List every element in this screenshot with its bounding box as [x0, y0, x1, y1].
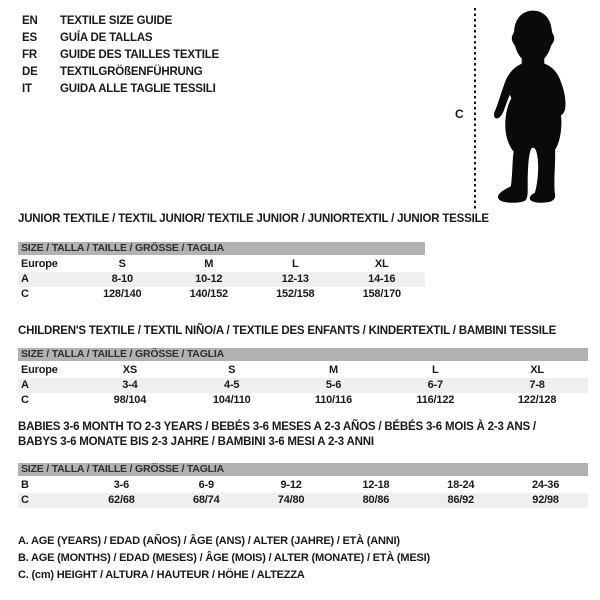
row-label: B [21, 479, 29, 491]
row-label: C [21, 394, 29, 406]
children-table-title: CHILDREN'S TEXTILE / TEXTIL NIÑO/A / TEXTILE DES ENFANTS / KINDERTEXTIL / BAMBINI TESSILE [18, 325, 557, 337]
babies-row-height [18, 493, 588, 508]
babies-size-table [18, 463, 588, 508]
table-cell: 116/122 [416, 394, 455, 406]
column-header: XL [374, 258, 389, 270]
table-cell: 80/86 [362, 494, 390, 506]
table-cell: 86/92 [447, 494, 474, 506]
height-measure-dotted-line [474, 8, 476, 210]
table-cell: 12-18 [362, 479, 390, 491]
legend [18, 533, 430, 584]
language-list [22, 12, 219, 97]
language-title: GUÍA DE TALLAS [60, 31, 153, 44]
size-header-bar: SIZE / TALLA / TAILLE / GRÖSSE / TAGLIA [18, 242, 425, 255]
table-cell: 7-8 [529, 379, 545, 391]
table-cell: 152/158 [276, 288, 315, 300]
table-cell: 24-36 [531, 479, 560, 491]
column-header: XL [530, 364, 544, 376]
legend-line-b: B. AGE (MONTHS) / EDAD (MESES) / ÂGE (MOIS) / ALTER (MONATE) / ETÀ (MESI) [18, 552, 430, 564]
column-header: M [204, 258, 214, 270]
babies-row-age-months [18, 478, 588, 493]
babies-table-title [18, 420, 536, 450]
language-row [22, 29, 219, 46]
table-cell: 6-9 [198, 479, 214, 491]
column-header: XS [122, 364, 138, 376]
column-header: S [228, 364, 236, 376]
junior-row-height [18, 287, 425, 302]
children-row-age [18, 378, 588, 393]
column-header: L [291, 258, 299, 270]
children-column-header-row [18, 363, 588, 378]
language-code: ES [22, 31, 37, 44]
table-cell: 158/170 [362, 288, 401, 300]
language-title: GUIDA ALLE TAGLIE TESSILI [60, 82, 216, 95]
table-cell: 14-16 [368, 273, 396, 285]
region-label: Europe [21, 258, 58, 270]
column-header: S [118, 258, 126, 270]
children-row-height [18, 393, 588, 408]
column-header: L [432, 364, 439, 376]
baby-silhouette-icon [486, 6, 580, 212]
size-header-bar: SIZE / TALLA / TAILLE / GRÖSSE / TAGLIA [18, 463, 588, 476]
table-cell: 10-12 [195, 273, 223, 285]
table-cell: 18-24 [447, 479, 475, 491]
table-cell: 110/116 [314, 394, 353, 406]
column-header: M [329, 364, 338, 376]
table-cell: 4-5 [224, 379, 240, 391]
table-cell: 5-6 [325, 379, 342, 391]
language-row [22, 12, 219, 29]
babies-title-line2: BABYS 3-6 MONATE BIS 2-3 JAHRE / BAMBINI 3-6 MESI A 2-3 ANNI [18, 436, 374, 448]
row-label: C [21, 288, 29, 300]
junior-column-header-row [18, 257, 425, 272]
table-cell: 68/74 [192, 494, 220, 506]
language-code: DE [22, 65, 38, 78]
language-title: GUIDE DES TAILLES TEXTILE [60, 48, 219, 61]
table-cell: 122/128 [517, 394, 557, 406]
legend-line-c: C. (cm) HEIGHT / ALTURA / HAUTEUR / HÖHE / ALTEZZA [18, 569, 305, 581]
junior-table-title: JUNIOR TEXTILE / TEXTIL JUNIOR/ TEXTILE JUNIOR / JUNIORTEXTIL / JUNIOR TESSILE [18, 213, 489, 225]
table-cell: 74/80 [277, 494, 305, 506]
language-title: TEXTILE SIZE GUIDE [60, 14, 173, 27]
babies-title-line1: BABIES 3-6 MONTH TO 2-3 YEARS / BEBÉS 3-6 MESES A 2-3 AÑOS / BÉBÉS 3-6 MOIS À 2-3 ANS / [18, 421, 536, 433]
legend-line-a: A. AGE (YEARS) / EDAD (AÑOS) / ÂGE (ANS) / ALTER (JAHRE) / ETÀ (ANNI) [18, 535, 400, 547]
table-cell: 104/110 [212, 394, 251, 406]
table-cell: 9-12 [280, 479, 302, 491]
table-cell: 6-7 [427, 379, 443, 391]
language-code: FR [22, 48, 37, 61]
junior-size-table [18, 242, 425, 302]
region-label: Europe [21, 364, 58, 376]
language-title: TEXTILGRÖßENFÜHRUNG [60, 65, 203, 78]
table-cell: 98/104 [113, 394, 147, 406]
children-size-table [18, 348, 588, 408]
table-cell: 92/98 [532, 494, 559, 506]
language-row [22, 46, 219, 63]
size-header-bar: SIZE / TALLA / TAILLE / GRÖSSE / TAGLIA [18, 348, 588, 361]
table-cell: 128/140 [103, 288, 142, 300]
language-code: EN [22, 14, 38, 27]
language-row [22, 80, 219, 97]
height-label-c: C [455, 107, 464, 121]
table-cell: 3-4 [122, 379, 138, 391]
row-label: C [21, 494, 29, 506]
row-label: A [21, 273, 29, 285]
table-cell: 12-13 [281, 273, 309, 285]
table-cell: 8-10 [111, 273, 133, 285]
junior-row-age [18, 272, 425, 287]
row-label: A [21, 379, 29, 391]
language-code: IT [22, 82, 32, 95]
table-cell: 62/68 [108, 494, 135, 506]
language-row [22, 63, 219, 80]
table-cell: 3-6 [113, 479, 130, 491]
table-cell: 140/152 [189, 288, 228, 300]
